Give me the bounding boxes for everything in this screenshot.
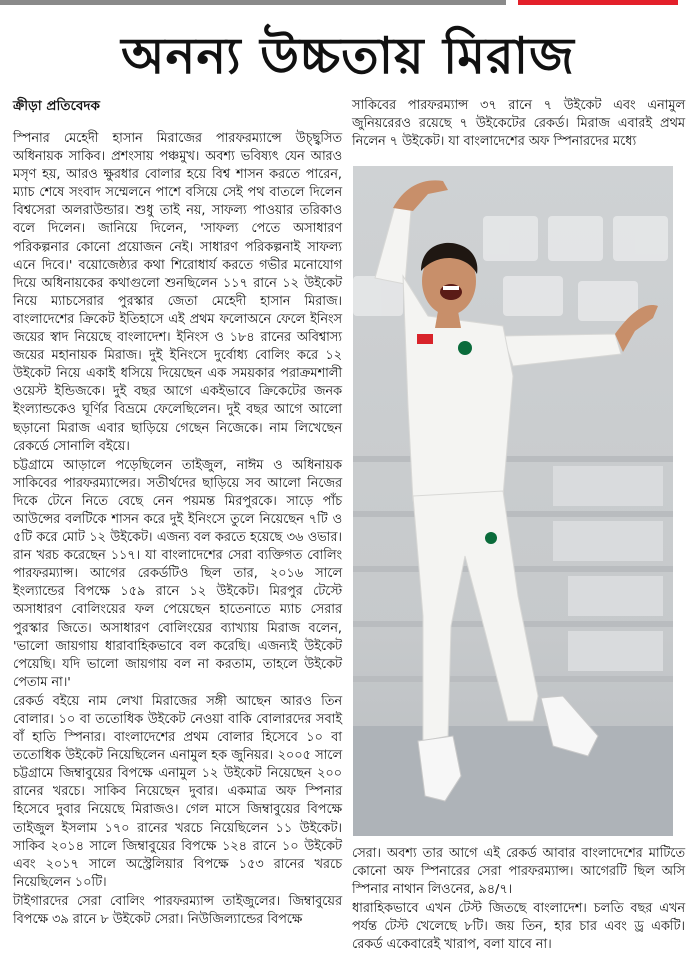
article-paragraph: সেরা। অবশ্য তার আগে এই রেকর্ড আবার বাংলাদেশের মাটিতে কোনো অফ স্পিনারের সেরা পারফরম্যান্স। আগেরটি ছিল অসি স্পিনার নাথান লিওনের, ৯৪/৭। [352,846,685,898]
article-paragraph: ধারাহিকভাবে এখন টেস্ট জিতছে বাংলাদেশ। চলতি বছর এখন পর্যন্ত টেস্ট খেলেছে ৮টি। জয় তিন, হার চার এবং ড্র একটি। রেকর্ড একেবারেই খারাপ, বলা যাবে না। [352,901,685,953]
article-paragraph: টাইগারদের সেরা বোলিং পারফরম্যান্স তাইজুলের। জিম্বাবুয়ের বিপক্ষে ৩৯ রানে ৮ উইকেট সেরা। নিউজিল্যান্ডের বিপক্ষে [13,893,342,928]
top-rule-gray [0,0,506,5]
article-column-right-bottom [352,845,685,956]
byline: ক্রীড়া প্রতিবেদক [13,98,100,114]
article-paragraph: সাকিবের পারফরম্যান্স ৩৭ রানে ৭ উইকেট এবং এনামুল জুনিয়রেরও রয়েছে ৭ উইকেটের রেকর্ড। মিরাজ এবারই প্রথম নিলেন ৭ উইকেট। যা বাংলাদেশের অফ স্পিনারদের মধ্যে [352,98,685,150]
article-paragraph: রেকর্ড বইয়ে নাম লেখা মিরাজের সঙ্গী আছেন আরও তিন বোলার। ১০ বা ততোধিক উইকেট নেওয়া বাকি বোলারদের সবাই বাঁ হাতি স্পিনার। বাংলাদেশের প্রথম বোলার হিসেবে ১০ বা ততোধিক উইকেট নিয়েছিলেন এনামুল হক জুনিয়র। ২০০৫ সালে চট্টগ্রামে জিম্বাবুয়ের বিপক্ষে এনামুল ১২ উইকেট নিয়েছেন ২০০ রানের খরচে। সাকিব নিয়েছেন দুবার। একমাত্র অফ স্পিনার হিসেবে দুবার নিয়েছে মিরাজও। গেল মাসে জিম্বাবুয়ের বিপক্ষে তাইজুল ইসলাম ১৭০ রানের খরচে নিয়েছিলেন ১১ উইকেট। সাকিব ২০১৪ সালে জিম্বাবুয়ের বিপক্ষে ১২৪ রানে ১০ উইকেট এবং ২০১৭ সালে অস্ট্রেলিয়ার বিপক্ষে ১৫৩ রানের খরচে নিয়েছিলেন ১০টি। [13,693,342,890]
player-celebration-photo [353,166,673,836]
article-column-right-top [352,97,685,152]
article-column-left [13,97,342,930]
headline: অনন্য উচ্চতায় মিরাজ [121,26,575,85]
top-rule-red [518,0,678,5]
article-paragraph: চট্টগ্রামে আড়ালে পড়েছিলেন তাইজুল, নাঈম ও অধিনায়ক সাকিবের পারফরম্যান্সের। সতীর্থদের ছাড়িয়ে সব আলো নিজের দিকে টেনে নিতে বেছে নেন পয়মন্ত মিরপুরকে। সাড়ে পাঁচ আউন্সের বলটিকে শাসন করে দুই ইনিংসে তুলে নিয়েছেন ৭টি ও ৫টি করে মোট ১২ উইকেট। এজন্য বল করতে হয়েছে ৩৬ ওভার। রান খরচ করেছেন ১১৭। যা বাংলাদেশের সেরা ব্যক্তিগত বোলিং পারফরম্যান্স। আগের রেকর্ডটিও ছিল তার, ২০১৬ সালে ইংল্যান্ডের বিপক্ষে ১৫৯ রানে ১২ উইকেট। মিরপুর টেস্টে অসাধারণ বোলিংয়ের ফল পেয়েছেন হাতেনাতে ম্যাচ সেরার পুরস্কার জিতে। অসাধারণ বোলিংয়ের ব্যাখ্যায় মিরাজ বলেন, 'ভালো জায়গায় ধারাবাহিকভাবে বল করেছি। এজন্যই উইকেট পেয়েছি। যদি ভালো জায়গায় বল না করতাম, তাহলে উইকেট পেতাম না।' [13,457,342,690]
article-paragraph: স্পিনার মেহেদী হাসান মিরাজের পারফরম্যান্সে উচ্ছ্বসিত অধিনায়ক সাকিব। প্রশংসায় পঞ্চমুখ। অবশ্য ভবিষ্যৎ যেন আরও মসৃণ হয়, আরও ক্ষুরধার বোলার হয়ে বিশ্ব শাসন করতে পারেন, ম্যাচ শেষে সংবাদ সম্মেলনে পাশে বসিয়ে সেই পথ বাতলে দিলেন বিশ্বসেরা অলরাউন্ডার। শুধু তাই নয়, সাফল্য পাওয়ার তরিকাও বলে দিলেন। জানিয়ে দিলেন, 'সাফল্য পেতে অসাধারণ পরিকল্পনার কোনো প্রয়োজন নেই। সাধারণ পরিকল্পনাই সাফল্য এনে দিবে।' বয়োজেষ্ঠ্যর কথা শিরোধার্য করতে গভীর মনোযোগ দিয়ে অধিনায়কের কথাগুলো শুনছিলেন ১১৭ রানে ১২ উইকেট নিয়ে ম্যাচসেরার পুরস্কার জেতা মেহেদী হাসান মিরাজ। বাংলাদেশের ক্রিকেট ইতিহাসে এই প্রথম ফলোঅনে ফেলে ইনিংস জয়ের স্বাদ নিয়েছে বাংলাদেশ। ইনিংস ও ১৮৪ রানের অবিশ্বাস্য জয়ের মহানায়ক মিরাজ। দুই ইনিংসে দুর্বোধ্য বোলিং করে ১২ উইকেট নিয়ে একাই ধসিয়ে দিয়েছেন এক সময়কার পরাক্রমশালী ওয়েস্ট ইন্ডিজকে। দুই বছর আগে একইভাবে ক্রিকেটের জনক ইংল্যান্ডকেও ঘূর্ণির বিভ্রমে ফেলেছিলেন। দুই বছর আগে আলো ছড়ানো মিরাজ এবার ছাড়িয়ে গেছেন নিজেকে। নাম লিখেছেন রেকর্ডে সোনালি বইয়ে। [13,131,342,454]
